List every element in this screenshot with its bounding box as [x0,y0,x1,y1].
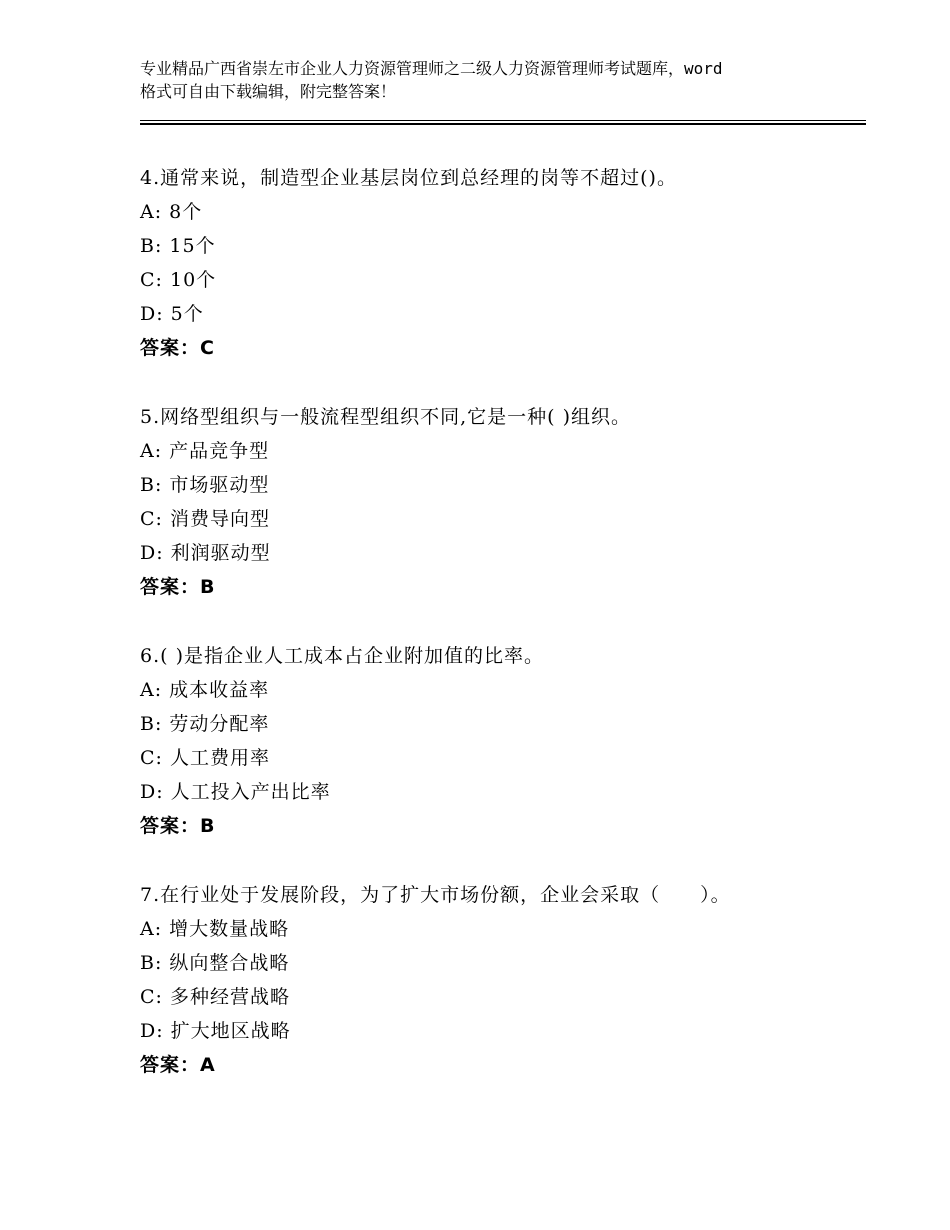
option-d: D: 利润驱动型 [140,542,271,564]
answer-line: 答案：B [140,576,216,598]
option-a: A: 增大数量战略 [140,918,290,940]
option-c: C: 消费导向型 [140,508,270,530]
question-6 [140,639,860,843]
option-a: A: 8个 [140,201,203,223]
question-stem: 6.( )是指企业人工成本占企业附加值的比率。 [140,645,544,667]
option-d: D: 5个 [140,303,204,325]
option-b: B: 市场驱动型 [140,474,270,496]
option-b: B: 15个 [140,235,216,257]
option-b: B: 纵向整合战略 [140,952,290,974]
question-stem: 5.网络型组织与一般流程型组织不同,它是一种( )组织。 [140,406,632,428]
option-b: B: 劳动分配率 [140,713,270,735]
header-title-line-2: 格式可自由下载编辑，附完整答案！ [140,82,397,101]
option-c: C: 多种经营战略 [140,986,290,1008]
question-5 [140,400,860,604]
option-a: A: 产品竞争型 [140,440,270,462]
question-stem: 4.通常来说，制造型企业基层岗位到总经理的岗等不超过()。 [140,167,677,189]
option-d: D: 人工投入产出比率 [140,781,331,803]
question-7 [140,878,860,1082]
header-divider-thin [140,120,866,121]
option-a: A: 成本收益率 [140,679,270,701]
question-4 [140,161,860,365]
answer-line: 答案：B [140,815,216,837]
question-stem: 7.在行业处于发展阶段，为了扩大市场份额，企业会采取（ ）。 [140,884,731,906]
option-c: C: 10个 [140,269,217,291]
option-c: C: 人工费用率 [140,747,270,769]
header-title-line-1: 专业精品广西省崇左市企业人力资源管理师之二级人力资源管理师考试题库，word [140,59,723,78]
option-d: D: 扩大地区战略 [140,1020,291,1042]
answer-line: 答案：A [140,1054,216,1076]
header-divider-thick [140,123,866,125]
document-header [140,57,840,103]
answer-line: 答案：C [140,337,215,359]
